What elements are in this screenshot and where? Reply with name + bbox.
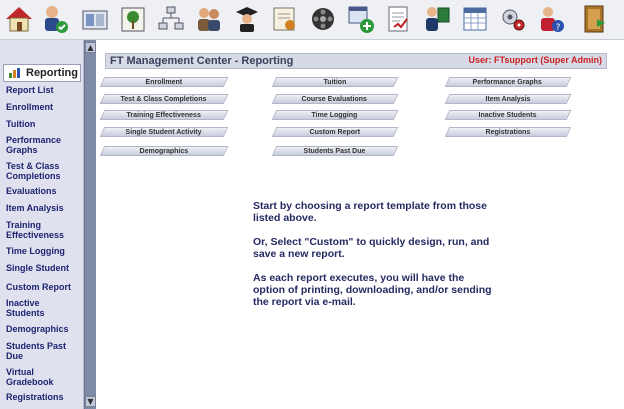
- report-enrollment-button[interactable]: Enrollment: [100, 77, 229, 87]
- page-header: [105, 53, 607, 69]
- home-icon[interactable]: [4, 3, 34, 35]
- graduate-icon[interactable]: [232, 3, 262, 35]
- calendar-icon[interactable]: [460, 3, 490, 35]
- report-custom-report-button[interactable]: Custom Report: [272, 127, 399, 137]
- tree-report-icon[interactable]: [118, 3, 148, 35]
- sidebar-item-training-effectiveness[interactable]: Training Effectiveness: [6, 220, 65, 240]
- sidebar-item-custom-report[interactable]: Custom Report: [6, 282, 71, 292]
- org-chart-icon[interactable]: [156, 3, 186, 35]
- sidebar-item-students-past-due[interactable]: Students Past Due: [6, 341, 67, 361]
- report-inactive-students-button[interactable]: Inactive Students: [445, 110, 572, 120]
- report-test-class-completions-button[interactable]: Test & Class Completions: [100, 94, 229, 104]
- scroll-up-icon[interactable]: ▲: [85, 42, 96, 53]
- gears-icon[interactable]: [498, 3, 528, 35]
- svg-text:?: ?: [555, 23, 561, 33]
- sidebar: [0, 40, 84, 409]
- instruction-paragraph: Or, Select "Custom" to quickly design, run, and save a new report.: [253, 236, 490, 260]
- certificate-icon[interactable]: [270, 3, 300, 35]
- trainer-icon[interactable]: [422, 3, 452, 35]
- users-icon[interactable]: [194, 3, 224, 35]
- report-demographics-button[interactable]: Demographics: [100, 146, 229, 156]
- report-students-past-due-button[interactable]: Students Past Due: [272, 146, 399, 156]
- report-registrations-button[interactable]: Registrations: [445, 127, 572, 137]
- sidebar-item-item-analysis[interactable]: Item Analysis: [6, 203, 64, 213]
- report-performance-graphs-button[interactable]: Performance Graphs: [445, 77, 572, 87]
- sidebar-item-report-list[interactable]: Report List: [6, 85, 54, 95]
- add-window-icon[interactable]: [346, 3, 376, 35]
- sidebar-scrollbar[interactable]: [84, 40, 96, 409]
- main-content: [97, 40, 624, 409]
- instruction-paragraph: Start by choosing a report template from those listed above.: [253, 200, 487, 224]
- sidebar-item-single-student[interactable]: Single Student: [6, 263, 69, 273]
- report-tuition-button[interactable]: Tuition: [272, 77, 399, 87]
- books-icon[interactable]: [80, 3, 110, 35]
- report-training-effectiveness-button[interactable]: Training Effectiveness: [100, 110, 229, 120]
- report-single-student-activity-button[interactable]: Single Student Activity: [100, 127, 229, 137]
- sidebar-title: Reporting: [26, 67, 78, 79]
- sidebar-header: [3, 64, 81, 82]
- instructions-text: [253, 200, 493, 320]
- sidebar-item-inactive-students[interactable]: Inactive Students: [6, 298, 45, 318]
- page-title: FT Management Center - Reporting: [110, 55, 294, 67]
- reporting-icon: [8, 67, 22, 79]
- sidebar-item-tuition[interactable]: Tuition: [6, 119, 36, 129]
- current-user-label: User: FTsupport (Super Admin): [468, 55, 602, 65]
- sidebar-item-time-logging[interactable]: Time Logging: [6, 246, 65, 256]
- report-item-analysis-button[interactable]: Item Analysis: [445, 94, 572, 104]
- sidebar-item-test-class-completions[interactable]: Test & Class Completions: [6, 161, 61, 181]
- sidebar-item-registrations[interactable]: Registrations: [6, 392, 64, 402]
- help-user-icon[interactable]: [536, 3, 566, 35]
- sidebar-item-virtual-gradebook[interactable]: Virtual Gradebook: [6, 367, 54, 387]
- instruction-paragraph: As each report executes, you will have the option of printing, downloading, and/or sending the report via e-mail.: [253, 272, 492, 308]
- main-toolbar: [0, 0, 624, 40]
- report-course-evaluations-button[interactable]: Course Evaluations: [272, 94, 399, 104]
- film-icon[interactable]: [308, 3, 338, 35]
- scroll-down-icon[interactable]: ▼: [85, 396, 96, 407]
- user-check-icon[interactable]: [40, 3, 70, 35]
- sidebar-item-demographics[interactable]: Demographics: [6, 324, 69, 334]
- sidebar-item-evaluations[interactable]: Evaluations: [6, 186, 57, 196]
- sidebar-item-enrollment[interactable]: Enrollment: [6, 102, 54, 112]
- report-time-logging-button[interactable]: Time Logging: [272, 110, 399, 120]
- sidebar-item-performance-graphs[interactable]: Performance Graphs: [6, 135, 62, 155]
- exit-door-icon[interactable]: [580, 3, 610, 35]
- signed-document-icon[interactable]: [384, 3, 414, 35]
